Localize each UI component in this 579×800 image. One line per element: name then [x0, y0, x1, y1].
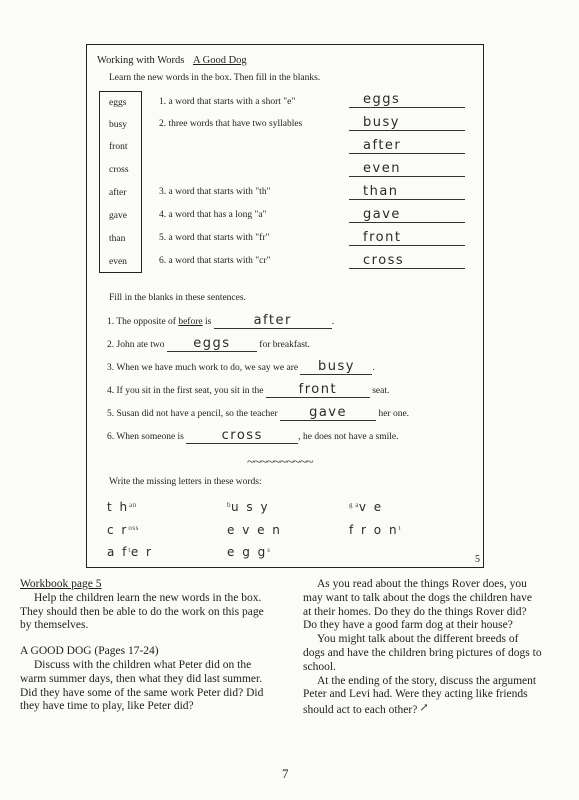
- sentence-text: seat.: [369, 386, 390, 396]
- answer: eggs: [363, 92, 401, 107]
- missing-letters-word: a $f^te$ r: [107, 545, 153, 559]
- clue: 2. three words that have two syllables: [159, 119, 303, 129]
- sentence: [107, 382, 389, 398]
- answer: than: [363, 184, 399, 199]
- page-number: 7: [282, 766, 289, 781]
- sentence-text: .: [331, 317, 335, 327]
- clue: 5. a word that starts with "fr": [159, 233, 270, 243]
- sentence-blank: [214, 313, 335, 329]
- sentence-blank: [300, 359, 375, 375]
- missing-letters-word: $^b$u s y: [227, 500, 270, 514]
- missing-letters-word: t $h^{an}$: [107, 500, 137, 514]
- answer: cross: [221, 428, 263, 443]
- answer-line: [349, 245, 465, 246]
- sentence: [107, 336, 310, 352]
- clue: 4. a word that has a long "a": [159, 210, 267, 220]
- sentence-text: for breakfast.: [256, 340, 310, 350]
- answer: after: [363, 138, 402, 153]
- missing-letters-word: e g $g^s$: [227, 545, 271, 559]
- paragraph: Help the children learn the new words in the box. They should then be able to do the work on this page by themselves.: [20, 591, 264, 632]
- missing-letters-word: $^{g a}$v e: [349, 500, 384, 514]
- sentence-text: 1. The opposite of: [107, 317, 179, 327]
- story-title: A Good Dog: [193, 55, 247, 66]
- answer: even: [363, 161, 401, 176]
- sentence: [107, 428, 399, 444]
- answer: front: [363, 230, 402, 245]
- sentence: [107, 313, 334, 329]
- answer: front: [298, 382, 338, 397]
- teacher-guide-left-column: [20, 578, 272, 714]
- sentences-instruction: Fill in the blanks in these sentences.: [109, 293, 246, 303]
- sentence-text: 2. John ate two: [107, 340, 167, 350]
- sentence-text: is: [202, 317, 214, 327]
- workbook-page: [86, 44, 484, 568]
- answer-line: [349, 153, 465, 154]
- wavy-divider: ~~~~~~~~~~: [247, 455, 313, 470]
- underlined-word: before: [178, 317, 203, 327]
- sentence-text: 3. When we have much work to do, we say we are: [107, 363, 301, 373]
- answer-line: [349, 268, 465, 269]
- box-word: eggs: [109, 98, 127, 108]
- missing-letters-word: f r o $n^t$: [349, 523, 402, 537]
- section-heading: A GOOD DOG (Pages 17-24): [20, 645, 159, 658]
- answer-line: [349, 199, 465, 200]
- clue: 6. a word that starts with "cr": [159, 256, 271, 266]
- missing-letters-word: c $r^{oss}$: [107, 523, 139, 537]
- sentence-text: 5. Susan did not have a pencil, so the teacher: [107, 409, 281, 419]
- box-word: front: [109, 142, 128, 152]
- workbook-page-number: 5: [475, 554, 480, 565]
- paragraph: Discuss with the children what Peter did on the warm summer days, then what they did last summer. Did they have some of the same work Peter did? Did they have time to play, like Peter did?: [20, 658, 264, 713]
- box-word: cross: [109, 165, 129, 175]
- word-box: [99, 91, 142, 273]
- paragraph: [303, 675, 543, 718]
- answer-line: [349, 130, 465, 131]
- answer: gave: [363, 207, 401, 222]
- answer: cross: [363, 253, 405, 268]
- clue: 3. a word that starts with "th": [159, 187, 271, 197]
- sentence-blank: [186, 428, 298, 444]
- arrow-icon: ↗: [419, 702, 429, 715]
- box-word: busy: [109, 120, 127, 130]
- paragraph: You might talk about the different breeds of dogs and have the children bring pictures of dogs to school.: [303, 633, 542, 673]
- sentence-blank: [280, 405, 376, 421]
- section-heading: Workbook page 5: [20, 578, 102, 590]
- answer: gave: [309, 405, 348, 420]
- box-word: even: [109, 257, 127, 267]
- answer: after: [253, 313, 292, 328]
- sentence: [107, 405, 409, 421]
- answer-line: [349, 222, 465, 223]
- missing-letters-word: e v e n: [227, 523, 282, 537]
- sentence-blank: [167, 336, 257, 352]
- sentence-blank: [266, 382, 370, 398]
- answer: busy: [363, 115, 400, 130]
- sentence-text: 6. When someone is: [107, 432, 187, 442]
- paragraph: As you read about the things Rover does, you may want to talk about the dogs the children have at their homes. Do they do the things Rover did? Do they have a good farm dog at their house?: [303, 578, 532, 632]
- sentence-text: 4. If you sit in the first seat, you sit in the: [107, 386, 266, 396]
- box-word: gave: [109, 211, 127, 221]
- teacher-guide-right-column: [303, 578, 543, 718]
- sentence-text: .: [372, 363, 375, 373]
- sentence-text: her one.: [376, 409, 410, 419]
- clue: 1. a word that starts with a short "e": [159, 97, 296, 107]
- sentence: [107, 359, 375, 375]
- box-word: than: [109, 234, 126, 244]
- exercise-heading: [97, 55, 247, 66]
- answer: busy: [317, 359, 355, 374]
- box-word: after: [109, 188, 127, 198]
- box-instructions: Learn the new words in the box. Then fill in the blanks.: [109, 73, 321, 83]
- missing-letters-instruction: Write the missing letters in these words:: [109, 477, 262, 487]
- sentence-text: , he does not have a smile.: [298, 432, 399, 442]
- heading-text: Working with Words: [97, 55, 185, 66]
- paragraph-text: At the ending of the story, discuss the argument Peter and Levi had. Were they acting like friends should act to each other?: [303, 674, 537, 717]
- answer-line: [349, 176, 465, 177]
- answer-line: [349, 107, 465, 108]
- answer: eggs: [193, 336, 231, 351]
